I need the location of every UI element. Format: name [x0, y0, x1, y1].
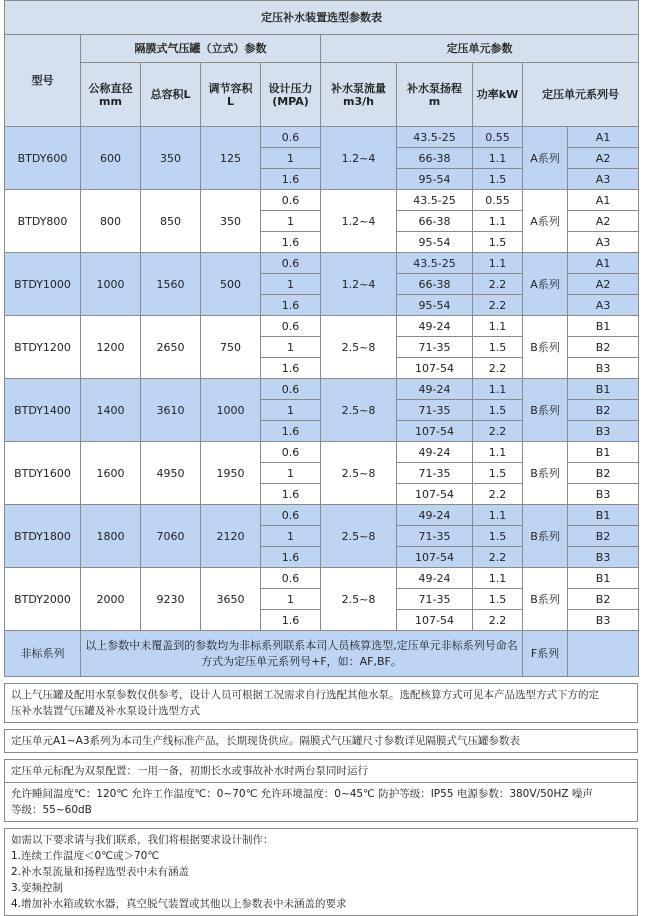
pump-head: 107-54	[397, 610, 473, 631]
note-custom-requirements: 如需以下要求请与我们联系，我们将根据要求设计制作： 1.连续工作温度＜0℃或＞70℃ 2.补水泵流量和扬程选型表中未有涵盖 3.变频控制 4.增加补水箱或软水器，真空脱气装置或其他以上参数表中未涵盖的要求	[4, 828, 638, 916]
model-name: BTDY2000	[5, 568, 81, 631]
table-row	[5, 379, 639, 400]
pump-head: 66-38	[397, 211, 473, 232]
pump-flow: 2.5~8	[321, 568, 397, 631]
total-volume: 1560	[141, 253, 201, 316]
pump-head: 71-35	[397, 589, 473, 610]
pump-head: 71-35	[397, 526, 473, 547]
pump-head: 71-35	[397, 463, 473, 484]
pump-power: 0.55	[473, 127, 523, 148]
series-name: B系列	[523, 379, 568, 442]
table-row	[5, 316, 639, 337]
flow-header: 补水泵流量 m3/h	[321, 63, 397, 127]
head-header: 补水泵扬程 m	[397, 63, 473, 127]
series-code: B1	[568, 568, 639, 589]
series-code: B2	[568, 463, 639, 484]
pump-head: 107-54	[397, 421, 473, 442]
adjust-volume: 1950	[201, 442, 261, 505]
nominal-diameter: 2000	[81, 568, 141, 631]
design-pressure: 1.6	[261, 232, 321, 253]
design-pressure: 1	[261, 400, 321, 421]
table-title: 定压补水装置选型参数表	[5, 1, 639, 35]
series-code: B1	[568, 379, 639, 400]
note-standard-products: 定压单元A1~A3系列为本司生产线标准产品，长期现货供应。隔膜式气压罐尺寸参数详见隔膜式气压罐参数表	[4, 729, 638, 753]
table-row	[5, 568, 639, 589]
design-pressure: 0.6	[261, 379, 321, 400]
pump-head: 95-54	[397, 295, 473, 316]
table-row	[5, 505, 639, 526]
pressure-header: 设计压力 (MPA)	[261, 63, 321, 127]
total-volume: 850	[141, 190, 201, 253]
series-code: A1	[568, 190, 639, 211]
parameter-table	[4, 0, 639, 677]
design-pressure: 1	[261, 463, 321, 484]
pump-head: 66-38	[397, 148, 473, 169]
pump-power: 1.1	[473, 568, 523, 589]
table-row	[5, 442, 639, 463]
design-pressure: 1	[261, 337, 321, 358]
pump-head: 43.5-25	[397, 127, 473, 148]
pump-head: 107-54	[397, 547, 473, 568]
design-pressure: 0.6	[261, 253, 321, 274]
model-name: BTDY1600	[5, 442, 81, 505]
series-code: A3	[568, 169, 639, 190]
series-code: B3	[568, 610, 639, 631]
series-code: B3	[568, 484, 639, 505]
design-pressure: 1.6	[261, 547, 321, 568]
pump-power: 2.2	[473, 484, 523, 505]
nominal-diameter: 1600	[81, 442, 141, 505]
nominal-diameter: 600	[81, 127, 141, 190]
design-pressure: 0.6	[261, 190, 321, 211]
pump-head: 107-54	[397, 484, 473, 505]
pump-head: 71-35	[397, 337, 473, 358]
series-code: B3	[568, 358, 639, 379]
note-reference: 以上气压罐及配用水泵参数仅供参考，设计人员可根据工况需求自行选配其他水泵。选配核算方式可见本产品选型方式下方的定 压补水装置气压罐及补水泵设计选型方式	[4, 683, 638, 723]
series-code: A1	[568, 127, 639, 148]
design-pressure: 1	[261, 148, 321, 169]
pump-power: 1.1	[473, 253, 523, 274]
design-pressure: 0.6	[261, 505, 321, 526]
series-code: B1	[568, 442, 639, 463]
model-name: BTDY1800	[5, 505, 81, 568]
model-name: BTDY1200	[5, 316, 81, 379]
pump-head: 95-54	[397, 232, 473, 253]
table-row	[5, 127, 639, 148]
total-volume: 3610	[141, 379, 201, 442]
nominal-diameter: 1000	[81, 253, 141, 316]
pump-head: 49-24	[397, 316, 473, 337]
note-specs: 允许睡间温度℃：120℃ 允许工作温度℃：0~70℃ 允许环境温度：0~45℃ 防护等级：IP55 电源参数：380V/50HZ 噪声 等级：55~60dB	[4, 783, 638, 822]
table-row	[5, 190, 639, 211]
note-dual-pump: 定压单元标配为双泵配置：一用一备，初期长水或事故补水时两台泵同时运行	[4, 759, 638, 783]
pump-flow: 1.2~4	[321, 190, 397, 253]
pump-power: 2.2	[473, 421, 523, 442]
pump-head: 43.5-25	[397, 190, 473, 211]
pump-power: 2.2	[473, 547, 523, 568]
adjust-volume: 3650	[201, 568, 261, 631]
adjust-volume: 750	[201, 316, 261, 379]
pump-power: 0.55	[473, 190, 523, 211]
nominal-diameter: 1200	[81, 316, 141, 379]
design-pressure: 0.6	[261, 442, 321, 463]
nominal-diameter: 1800	[81, 505, 141, 568]
nominal-diameter: 800	[81, 190, 141, 253]
pump-power: 1.1	[473, 316, 523, 337]
series-code: B3	[568, 421, 639, 442]
pump-flow: 2.5~8	[321, 442, 397, 505]
unit-group-header: 定压单元参数	[321, 35, 639, 63]
design-pressure: 1.6	[261, 421, 321, 442]
design-pressure: 0.6	[261, 316, 321, 337]
design-pressure: 1.6	[261, 610, 321, 631]
model-name: BTDY600	[5, 127, 81, 190]
nonstandard-row	[5, 631, 639, 677]
power-header: 功率kW	[473, 63, 523, 127]
design-pressure: 1.6	[261, 295, 321, 316]
series-code: B2	[568, 589, 639, 610]
pump-power: 1.1	[473, 211, 523, 232]
pump-power: 2.2	[473, 295, 523, 316]
pump-flow: 1.2~4	[321, 127, 397, 190]
series-header: 定压单元系列号	[523, 63, 639, 127]
total-volume: 7060	[141, 505, 201, 568]
pump-head: 66-38	[397, 274, 473, 295]
adjust-volume: 125	[201, 127, 261, 190]
design-pressure: 0.6	[261, 127, 321, 148]
pump-head: 49-24	[397, 442, 473, 463]
pump-head: 95-54	[397, 169, 473, 190]
adjust-volume: 350	[201, 190, 261, 253]
pump-power: 1.5	[473, 232, 523, 253]
design-pressure: 1	[261, 211, 321, 232]
table-row	[5, 253, 639, 274]
series-code: A3	[568, 232, 639, 253]
series-name: B系列	[523, 568, 568, 631]
series-code: B2	[568, 526, 639, 547]
pump-head: 49-24	[397, 505, 473, 526]
design-pressure: 1	[261, 526, 321, 547]
tank-group-header: 隔膜式气压罐（立式）参数	[81, 35, 321, 63]
pump-power: 1.1	[473, 505, 523, 526]
series-code: B3	[568, 547, 639, 568]
pump-head: 71-35	[397, 400, 473, 421]
series-code: B2	[568, 400, 639, 421]
pump-power: 1.5	[473, 526, 523, 547]
design-pressure: 1.6	[261, 484, 321, 505]
pump-power: 1.5	[473, 463, 523, 484]
adjust-volume-header: 调节容积 L	[201, 63, 261, 127]
design-pressure: 1	[261, 589, 321, 610]
series-name: B系列	[523, 316, 568, 379]
nonstandard-text: 以上参数中未覆盖到的参数均为非标系列联系本司人员核算选型,定压单元非标系列号命名 方式为定压单元系列号+F，如：AF,BF。	[81, 631, 523, 677]
series-code: B1	[568, 505, 639, 526]
pump-power: 1.1	[473, 148, 523, 169]
design-pressure: 1.6	[261, 358, 321, 379]
pump-power: 1.1	[473, 379, 523, 400]
pump-power: 2.2	[473, 274, 523, 295]
design-pressure: 1	[261, 274, 321, 295]
model-header: 型号	[5, 35, 81, 127]
pump-power: 2.2	[473, 610, 523, 631]
selection-sheet	[4, 0, 638, 916]
pump-power: 1.5	[473, 589, 523, 610]
pump-power: 1.5	[473, 400, 523, 421]
series-name: B系列	[523, 505, 568, 568]
pump-power: 2.2	[473, 358, 523, 379]
series-code: B1	[568, 316, 639, 337]
pump-flow: 2.5~8	[321, 379, 397, 442]
pump-head: 49-24	[397, 379, 473, 400]
model-name: BTDY1000	[5, 253, 81, 316]
pump-flow: 2.5~8	[321, 505, 397, 568]
series-code: A3	[568, 295, 639, 316]
pump-power: 1.5	[473, 169, 523, 190]
series-code: A1	[568, 253, 639, 274]
adjust-volume: 2120	[201, 505, 261, 568]
pump-power: 1.5	[473, 337, 523, 358]
dn-header: 公称直径 mm	[81, 63, 141, 127]
pump-head: 107-54	[397, 358, 473, 379]
total-volume: 4950	[141, 442, 201, 505]
adjust-volume: 500	[201, 253, 261, 316]
pump-head: 49-24	[397, 568, 473, 589]
pump-flow: 1.2~4	[321, 253, 397, 316]
series-name: B系列	[523, 442, 568, 505]
adjust-volume: 1000	[201, 379, 261, 442]
pump-flow: 2.5~8	[321, 316, 397, 379]
series-name: A系列	[523, 127, 568, 190]
series-code: A2	[568, 148, 639, 169]
nominal-diameter: 1400	[81, 379, 141, 442]
series-name: A系列	[523, 253, 568, 316]
total-volume: 2650	[141, 316, 201, 379]
nonstandard-series: F系列	[523, 631, 568, 677]
series-code: A2	[568, 274, 639, 295]
nonstandard-blank	[568, 631, 639, 677]
pump-power: 1.1	[473, 442, 523, 463]
total-volume: 350	[141, 127, 201, 190]
total-volume: 9230	[141, 568, 201, 631]
model-name: BTDY800	[5, 190, 81, 253]
series-code: A2	[568, 211, 639, 232]
design-pressure: 0.6	[261, 568, 321, 589]
pump-head: 43.5-25	[397, 253, 473, 274]
series-code: B2	[568, 337, 639, 358]
series-name: A系列	[523, 190, 568, 253]
design-pressure: 1.6	[261, 169, 321, 190]
nonstandard-label: 非标系列	[5, 631, 81, 677]
volume-header: 总容积L	[141, 63, 201, 127]
model-name: BTDY1400	[5, 379, 81, 442]
